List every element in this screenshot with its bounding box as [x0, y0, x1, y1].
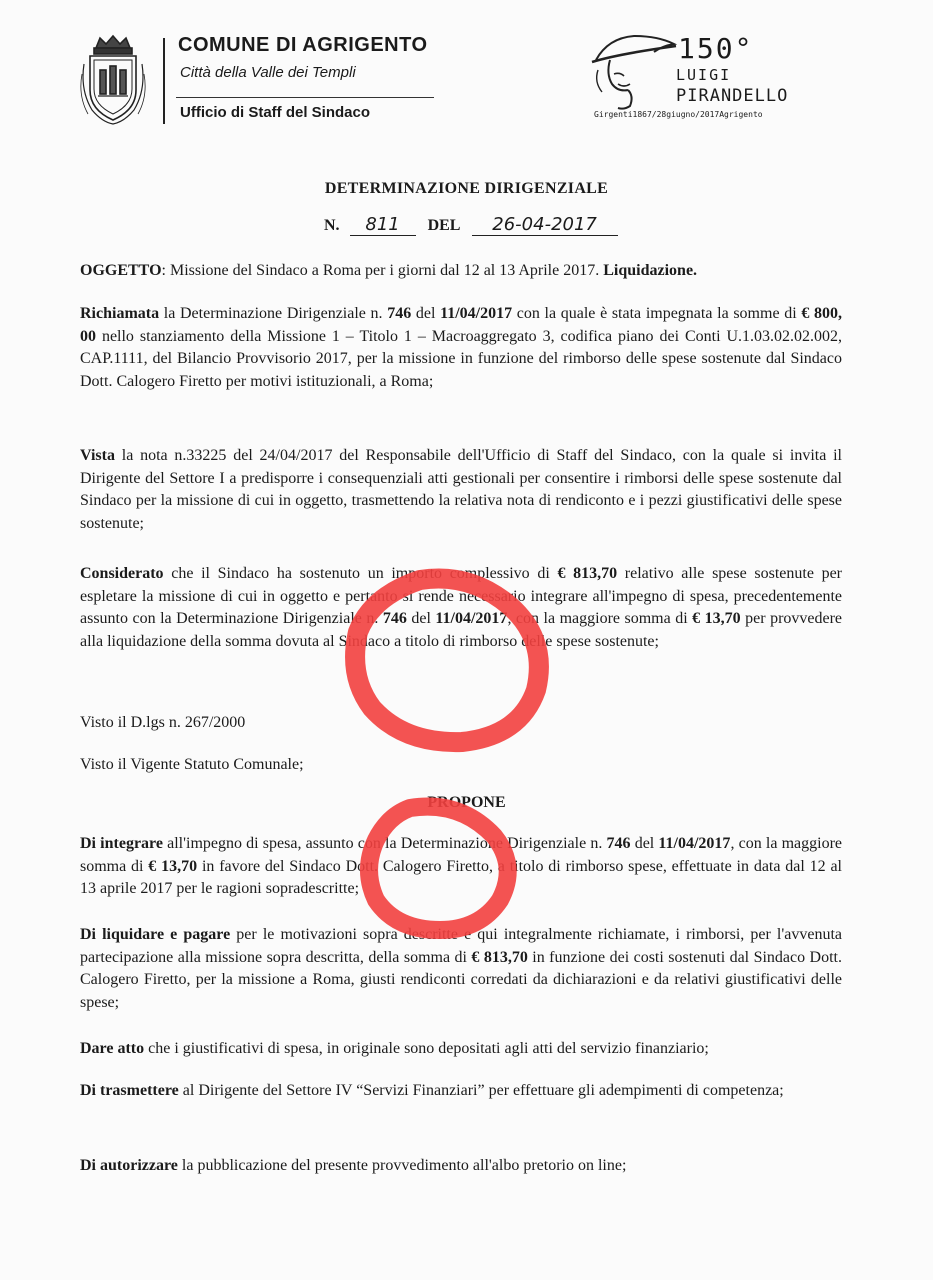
richiamata-text-4: nello stanziamento della Missione 1 – Titolo 1 – Macroaggregato 3, codifica piano dei Conti U.1.03.02.02.002, CAP.1111, del Bilancio Provvisorio 2017, per la missione in funzione del rimborso delle spese sostenute dal Sindaco Dott. Calogero Firetto per motivi istituzionali, a Roma;	[80, 327, 842, 390]
anniversary-subtitle: Girgenti1867/28giugno/2017Agrigento	[594, 110, 763, 119]
considerato-bold-2: 746	[382, 610, 407, 628]
trasmettere-text: al Dirigente del Settore IV “Servizi Finanziari” per effettuare gli adempimenti di competenza;	[178, 1082, 784, 1099]
considerato-bold-3: 11/04/2017	[435, 610, 508, 628]
anniversary-number: 150°	[678, 32, 754, 65]
liquidare-lead: Di liquidare e pagare	[80, 926, 231, 943]
considerato-paragraph	[80, 563, 842, 653]
liquidare-text-1: per le motivazioni sopra descritte e qui integralmente richiamate, i rimborsi, per l'avvenuta partecipazione alla missione sopra descritta, della somma di	[80, 926, 843, 966]
considerato-bold-1: € 813,70	[557, 565, 618, 582]
vista-paragraph	[80, 445, 842, 535]
liquidare-bold-1: € 813,70	[471, 948, 528, 966]
visto-statuto-line: Visto il Vigente Statuto Comunale;	[80, 756, 304, 773]
integrare-bold-3: € 13,70	[148, 857, 198, 875]
document-number-line	[324, 214, 618, 236]
richiamata-text-3: con la quale è stata impegnata la somme di	[512, 305, 802, 322]
integrare-lead: Di integrare	[80, 835, 163, 852]
oggetto-bold-end: Liquidazione.	[603, 262, 698, 279]
liquidare-text-2: in funzione dei costi sostenuti dal Sindaco Dott. Calogero Firetto, per la missione a Roma, giusti rendiconti corredati da dichiarazioni e da relativi giustificativi delle spese;	[80, 948, 843, 1011]
oggetto-text: : Missione del Sindaco a Roma per i giorni dal 12 al 13 Aprile 2017.	[161, 262, 604, 279]
handwritten-number: 811	[350, 214, 416, 236]
richiamata-bold-2: 11/04/2017	[440, 305, 513, 322]
header-divider-vertical	[163, 38, 165, 124]
vista-lead: Vista	[80, 447, 115, 464]
considerato-text-4: , con la maggiore somma di	[507, 610, 693, 628]
anniversary-first-name: LUIGI	[676, 66, 732, 84]
richiamata-paragraph	[80, 303, 842, 393]
vista-text: la nota n.33225 del 24/04/2017 del Responsabile dell'Ufficio di Staff del Sindaco, con la quale si invita il Dirigente del Settore I a predisporre i consequenziali atti gestionali per consentire i rimborsi delle spese sostenute dal Sindaco per la missione di cui in oggetto, trasmettendo la relativa nota di rendiconto e i pezzi giustificativi delle spese sostenute;	[80, 447, 842, 532]
dare-atto-text: che i giustificativi di spesa, in originale sono depositati agli atti del servizio finanziario;	[144, 1040, 709, 1057]
trasmettere-lead: Di trasmettere	[80, 1082, 179, 1099]
integrare-text-3: , con la maggiore somma di	[80, 835, 843, 875]
considerato-text-1: che il Sindaco ha sostenuto un importo complessivo di	[163, 565, 558, 582]
considerato-text-2: relativo alle spese sostenute per espletare la missione di cui in oggetto e pertanto si rende necessario integrare all'impegno di spesa, precedentemente assunto con la Determinazione Dirigenziale n.	[80, 565, 843, 628]
oggetto-label: OGGETTO	[80, 262, 162, 279]
visto-dlgs-line: Visto il D.lgs n. 267/2000	[80, 714, 246, 731]
integrare-text-2: del	[630, 835, 659, 852]
pirandello-portrait-icon	[588, 30, 678, 112]
dare-atto-lead: Dare atto	[80, 1040, 145, 1057]
office-name: Ufficio di Staff del Sindaco	[180, 104, 371, 121]
integrare-text-4: in favore del Sindaco Dott. Calogero Firetto, a titolo di rimborso spese, effettuate in data dal 12 al 13 aprile 2017 per le ragioni sopradescritte;	[80, 857, 843, 898]
trasmettere-paragraph	[80, 1080, 842, 1103]
richiamata-text-1: la Determinazione Dirigenziale n.	[159, 305, 388, 322]
integrare-bold-1: 746	[606, 835, 631, 852]
richiamata-lead: Richiamata	[80, 305, 160, 322]
dare-atto-paragraph	[80, 1038, 842, 1061]
richiamata-bold-3: € 800, 00	[80, 305, 842, 345]
considerato-text-3: del	[406, 610, 436, 628]
autorizzare-lead: Di autorizzare	[80, 1157, 178, 1174]
considerato-lead: Considerato	[80, 565, 164, 582]
municipality-motto: Città della Valle dei Templi	[180, 64, 356, 81]
anniversary-last-name: PIRANDELLO	[676, 86, 789, 106]
considerato-text-5: per provvedere alla liquidazione della somma dovuta al Sindaco a titolo di rimborso delle spese sostenute;	[80, 610, 843, 650]
oggetto-paragraph	[80, 260, 842, 283]
propone-heading: PROPONE	[427, 794, 506, 811]
liquidare-paragraph	[80, 924, 842, 1014]
document-type-title: DETERMINAZIONE DIRIGENZIALE	[324, 180, 609, 197]
date-label: DEL	[427, 217, 460, 234]
number-label: N.	[324, 217, 340, 234]
header-divider-horizontal	[176, 97, 434, 98]
autorizzare-text: la pubblicazione del presente provvedimento all'albo pretorio on line;	[177, 1157, 627, 1174]
municipality-name: COMUNE DI AGRIGENTO	[178, 34, 428, 56]
richiamata-text-2: del	[411, 305, 441, 322]
handwritten-date: 26-04-2017	[472, 214, 618, 236]
considerato-bold-4: € 13,70	[692, 610, 741, 628]
integrare-paragraph	[80, 833, 842, 901]
autorizzare-paragraph	[80, 1155, 842, 1178]
coat-of-arms-icon	[78, 34, 148, 126]
integrare-text-1: all'impegno di spesa, assunto con la Determinazione Dirigenziale n.	[162, 835, 607, 852]
richiamata-bold-1: 746	[387, 305, 412, 322]
integrare-bold-2: 11/04/2017	[658, 835, 731, 852]
